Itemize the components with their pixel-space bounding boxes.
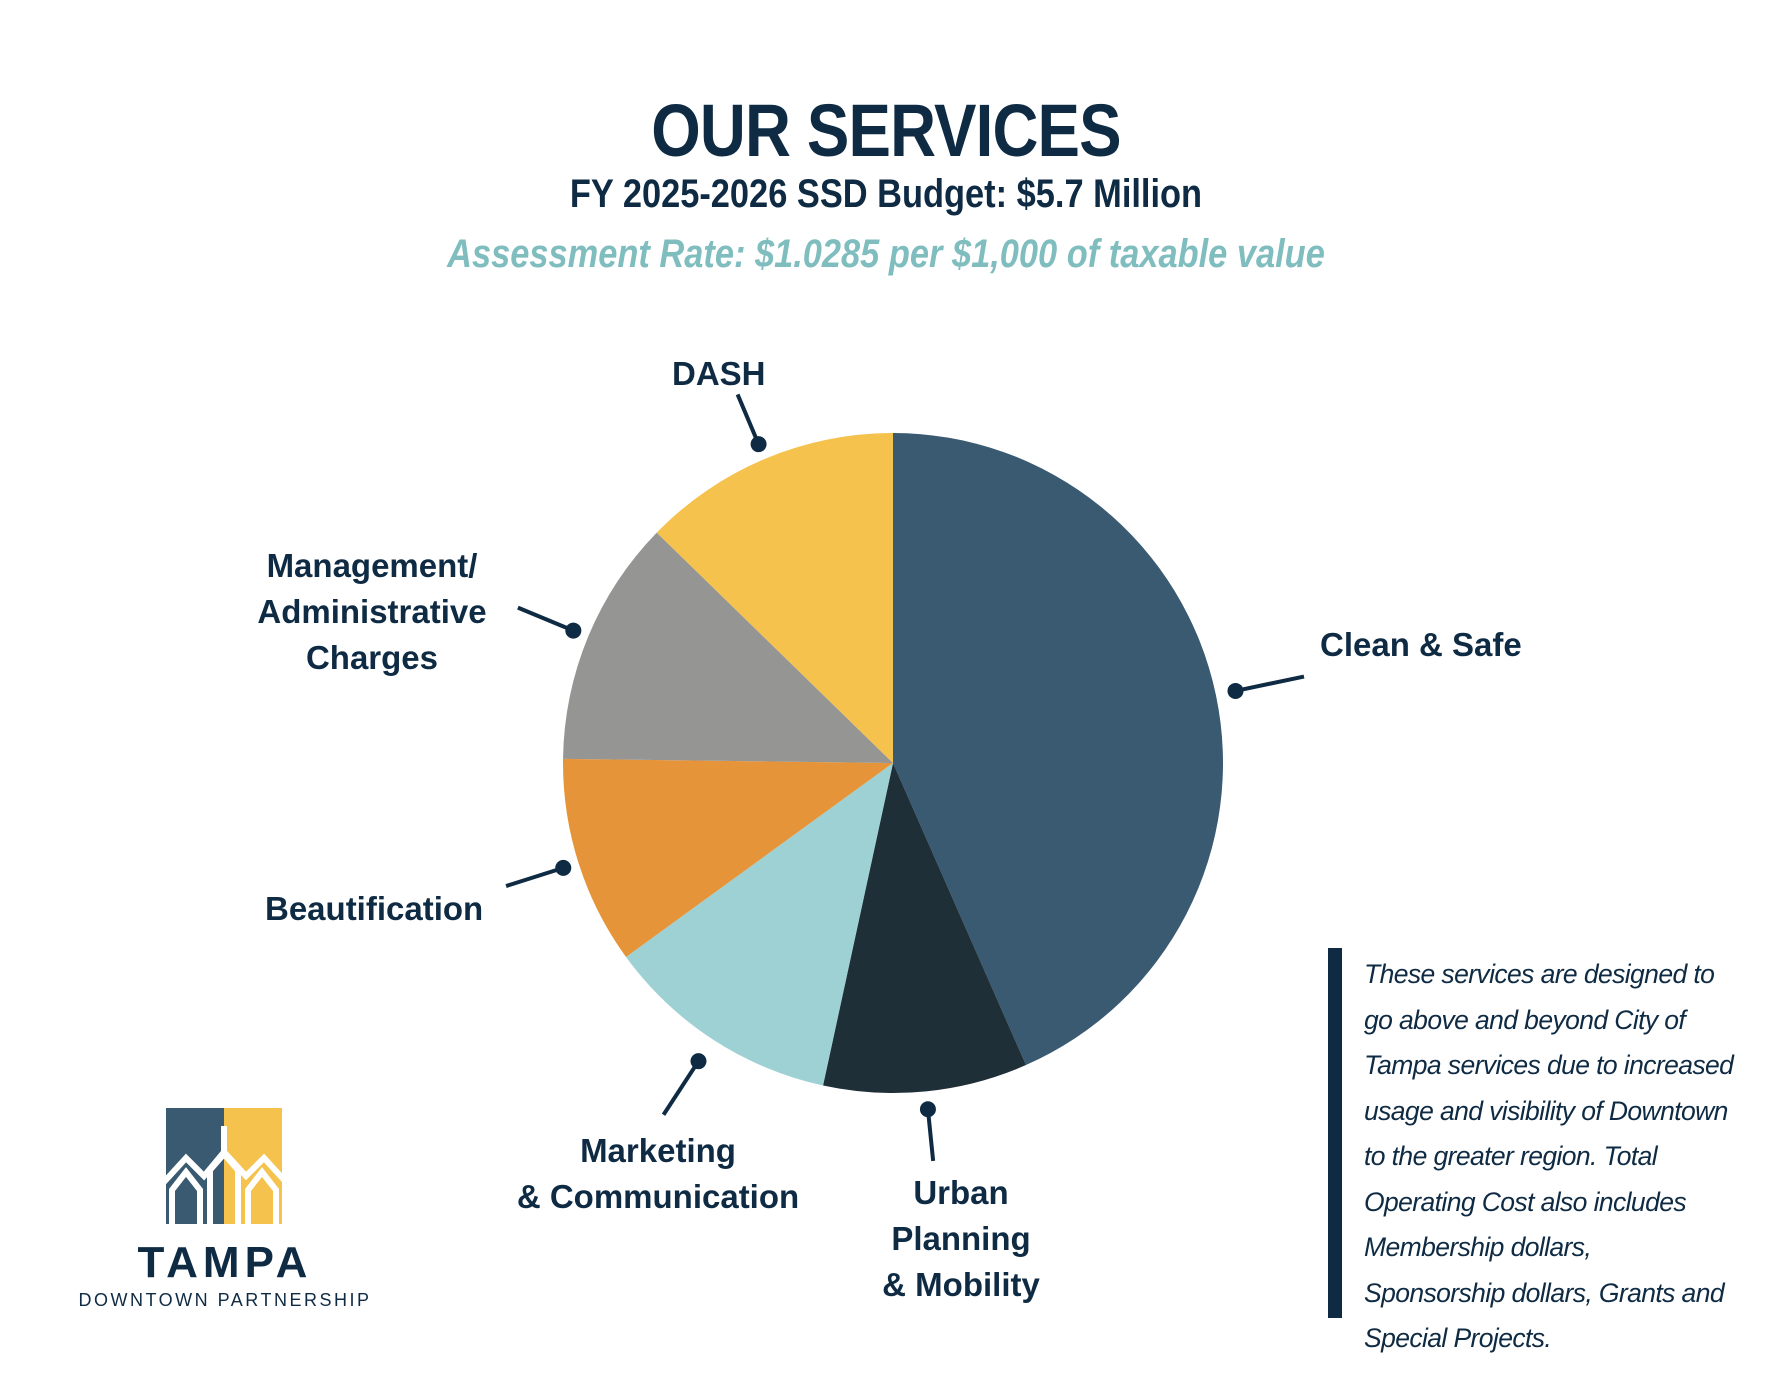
callout-dot xyxy=(690,1053,706,1069)
label-marketing xyxy=(508,1128,808,1220)
logo-subtitle: DOWNTOWN PARTNERSHIP xyxy=(78,1290,372,1310)
label-management-line1: Management/ xyxy=(266,547,478,584)
callout-dot xyxy=(920,1101,936,1117)
assessment-rate: Assessment Rate: $1.0285 per $1,000 of taxable value xyxy=(447,232,1325,276)
callout-dot xyxy=(751,436,767,452)
page-title: OUR SERVICES xyxy=(651,89,1121,172)
label-marketing-line1: Marketing xyxy=(580,1132,736,1169)
label-management xyxy=(250,543,494,681)
label-management-line3: Charges xyxy=(305,639,439,676)
label-urban-line2: & Mobility xyxy=(882,1266,1040,1303)
budget-subtitle: FY 2025-2026 SSD Budget: $5.7 Million xyxy=(569,172,1203,216)
label-marketing-line2: & Communication xyxy=(516,1178,800,1215)
label-dash-text: DASH xyxy=(672,355,766,392)
callout-dot xyxy=(1228,683,1244,699)
label-clean-safe-text: Clean & Safe xyxy=(1320,626,1522,663)
label-urban-line1: Urban Planning xyxy=(891,1174,1031,1257)
label-urban-planning xyxy=(846,1170,1076,1308)
services-note: These services are designed to go above and beyond City of Tampa services due to increased usage and visibility of Downtown to the greater region. Total Operating Cost also includes Membership dollars, Sponsorship dollars, Grants and Special Projects. xyxy=(1364,959,1734,1353)
callout-line xyxy=(1236,677,1305,691)
callout-dot xyxy=(565,623,581,639)
callout-line xyxy=(506,868,563,886)
label-management-line2: Administrative xyxy=(257,593,487,630)
callout-dot xyxy=(555,860,571,876)
logo-wordmark: TAMPA xyxy=(137,1238,313,1287)
label-clean-safe xyxy=(1320,622,1522,668)
label-beautification xyxy=(265,886,483,932)
pie-slices xyxy=(563,433,1223,1093)
callout-line xyxy=(664,1061,699,1115)
label-beautification-text: Beautification xyxy=(265,890,484,927)
callout-line xyxy=(518,608,573,631)
label-dash xyxy=(672,351,766,397)
callout-line xyxy=(738,394,759,444)
note-accent-bar xyxy=(1328,948,1342,1318)
